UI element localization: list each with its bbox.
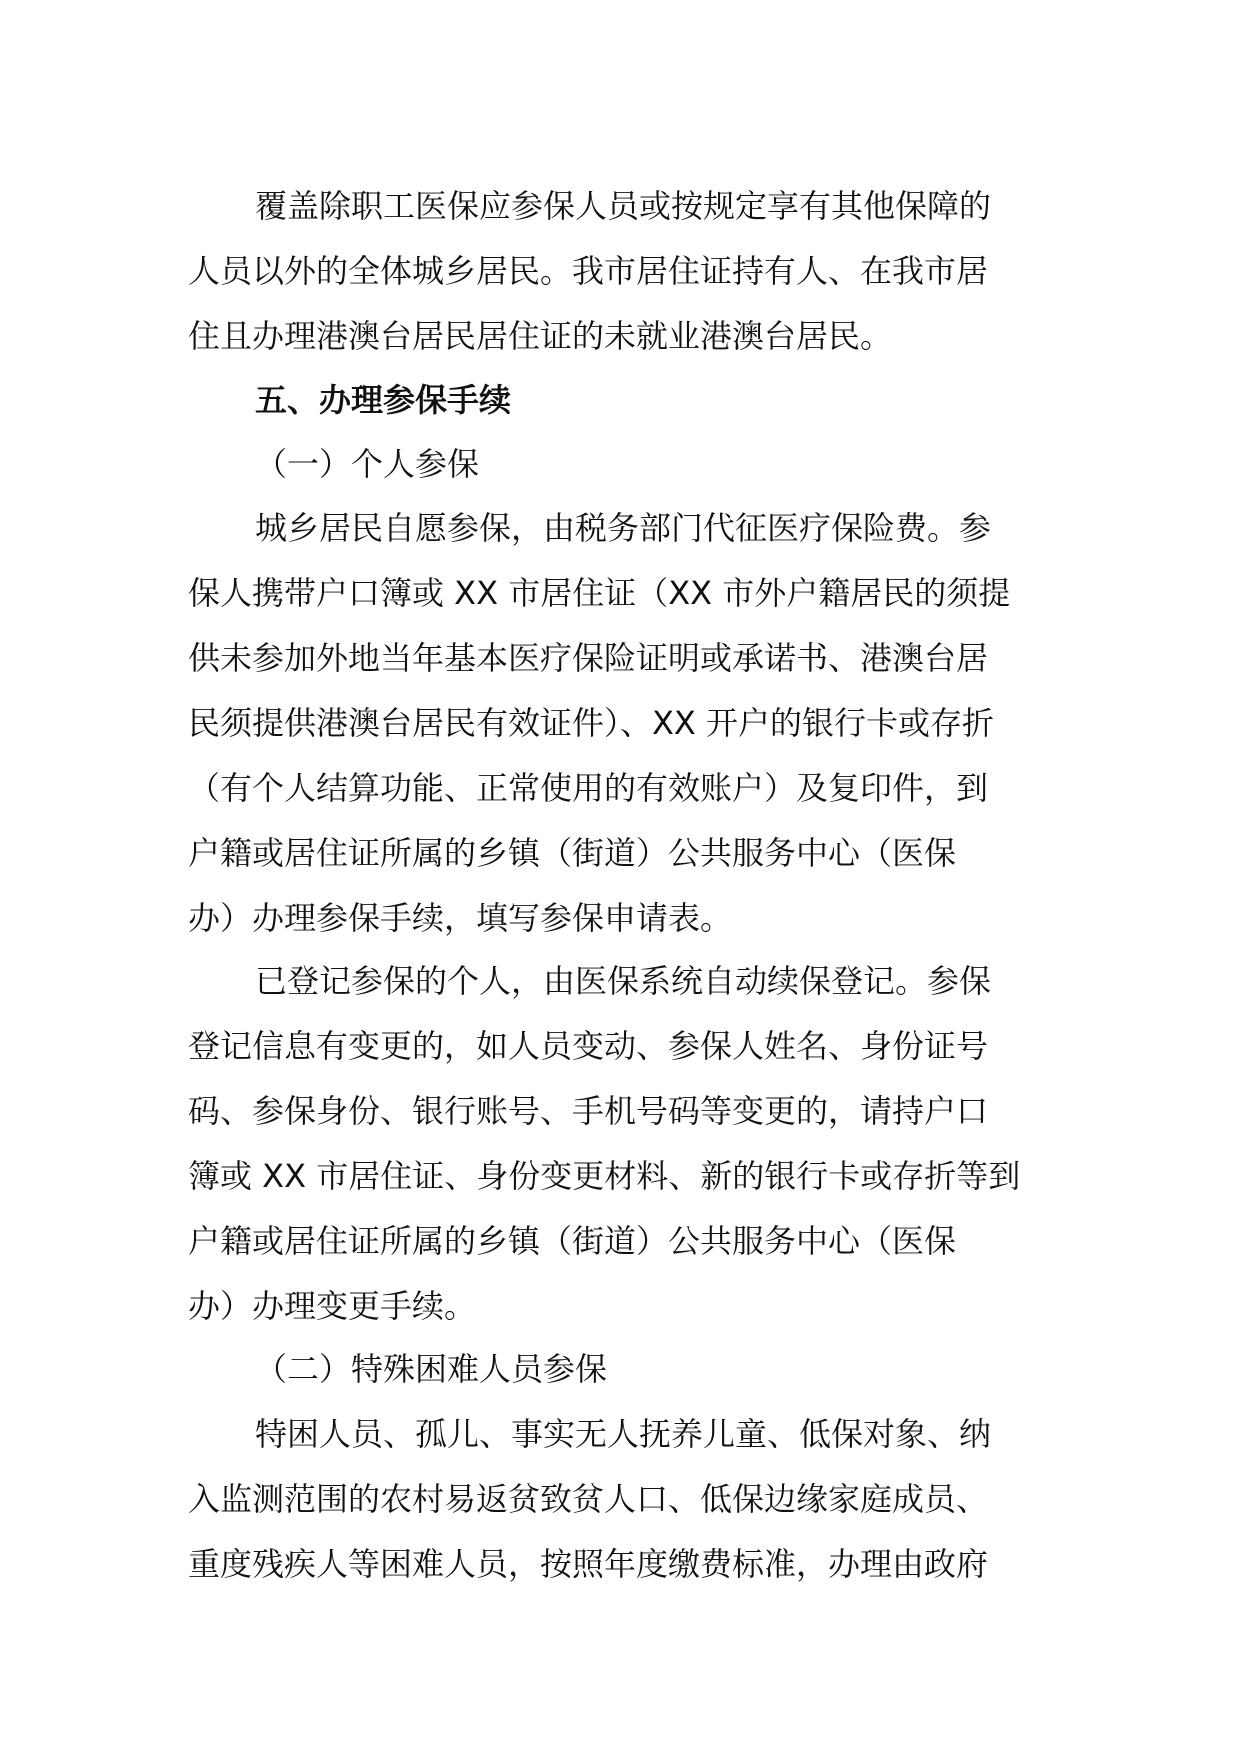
- heading-text: 五、办理参保手续: [255, 381, 512, 419]
- text-line: 入监测范围的农村易返贫致贫人口、低保边缘家庭成员、: [188, 1480, 989, 1518]
- text-line: 重度残疾人等困难人员，按照年度缴费标准，办理由政府: [188, 1545, 989, 1583]
- body-paragraph: [188, 496, 1068, 951]
- subsection-heading: [188, 1337, 1068, 1402]
- text-line: 城乡居民自愿参保，由税务部门代征医疗保险费。参: [255, 509, 992, 547]
- text-line: 供未参加外地当年基本医疗保险证明或承诺书、港澳台居: [188, 639, 989, 677]
- text-line: 民须提供港澳台居民有效证件）、XX 开户的银行卡或存折: [188, 704, 995, 742]
- text-line: 办）办理变更手续。: [188, 1287, 477, 1325]
- text-line: 人员以外的全体城乡居民。我市居住证持有人、在我市居: [188, 252, 989, 290]
- text-line: 户籍或居住证所属的乡镇（街道）公共服务中心（医保: [188, 834, 957, 872]
- text-line: 保人携带户口簿或 XX 市居住证（XX 市外户籍居民的须提: [188, 574, 1011, 612]
- text-line: （有个人结算功能、正常使用的有效账户）及复印件，到: [188, 769, 989, 807]
- body-paragraph: [188, 174, 1068, 369]
- text-line: 已登记参保的个人，由医保系统自动续保登记。参保: [255, 962, 992, 1000]
- text-line: 办）办理参保手续，填写参保申请表。: [188, 899, 733, 937]
- text-line: 码、参保身份、银行账号、手机号码等变更的，请持户口: [188, 1092, 989, 1130]
- section-heading: [188, 368, 1068, 433]
- subsection-heading: [188, 432, 1068, 497]
- subheading-text: （一）个人参保: [255, 445, 480, 483]
- subheading-text: （二）特殊困难人员参保: [255, 1350, 608, 1388]
- body-paragraph: [188, 949, 1068, 1339]
- text-line: 特困人员、孤儿、事实无人抚养儿童、低保对象、纳: [255, 1415, 992, 1453]
- text-line: 登记信息有变更的，如人员变动、参保人姓名、身份证号: [188, 1027, 989, 1065]
- text-line: 户籍或居住证所属的乡镇（街道）公共服务中心（医保: [188, 1222, 957, 1260]
- text-line: 簿或 XX 市居住证、身份变更材料、新的银行卡或存折等到: [188, 1157, 1021, 1195]
- body-paragraph: [188, 1402, 1068, 1597]
- text-line: 住且办理港澳台居民居住证的未就业港澳台居民。: [188, 317, 893, 355]
- text-line: 覆盖除职工医保应参保人员或按规定享有其他保障的: [255, 187, 992, 225]
